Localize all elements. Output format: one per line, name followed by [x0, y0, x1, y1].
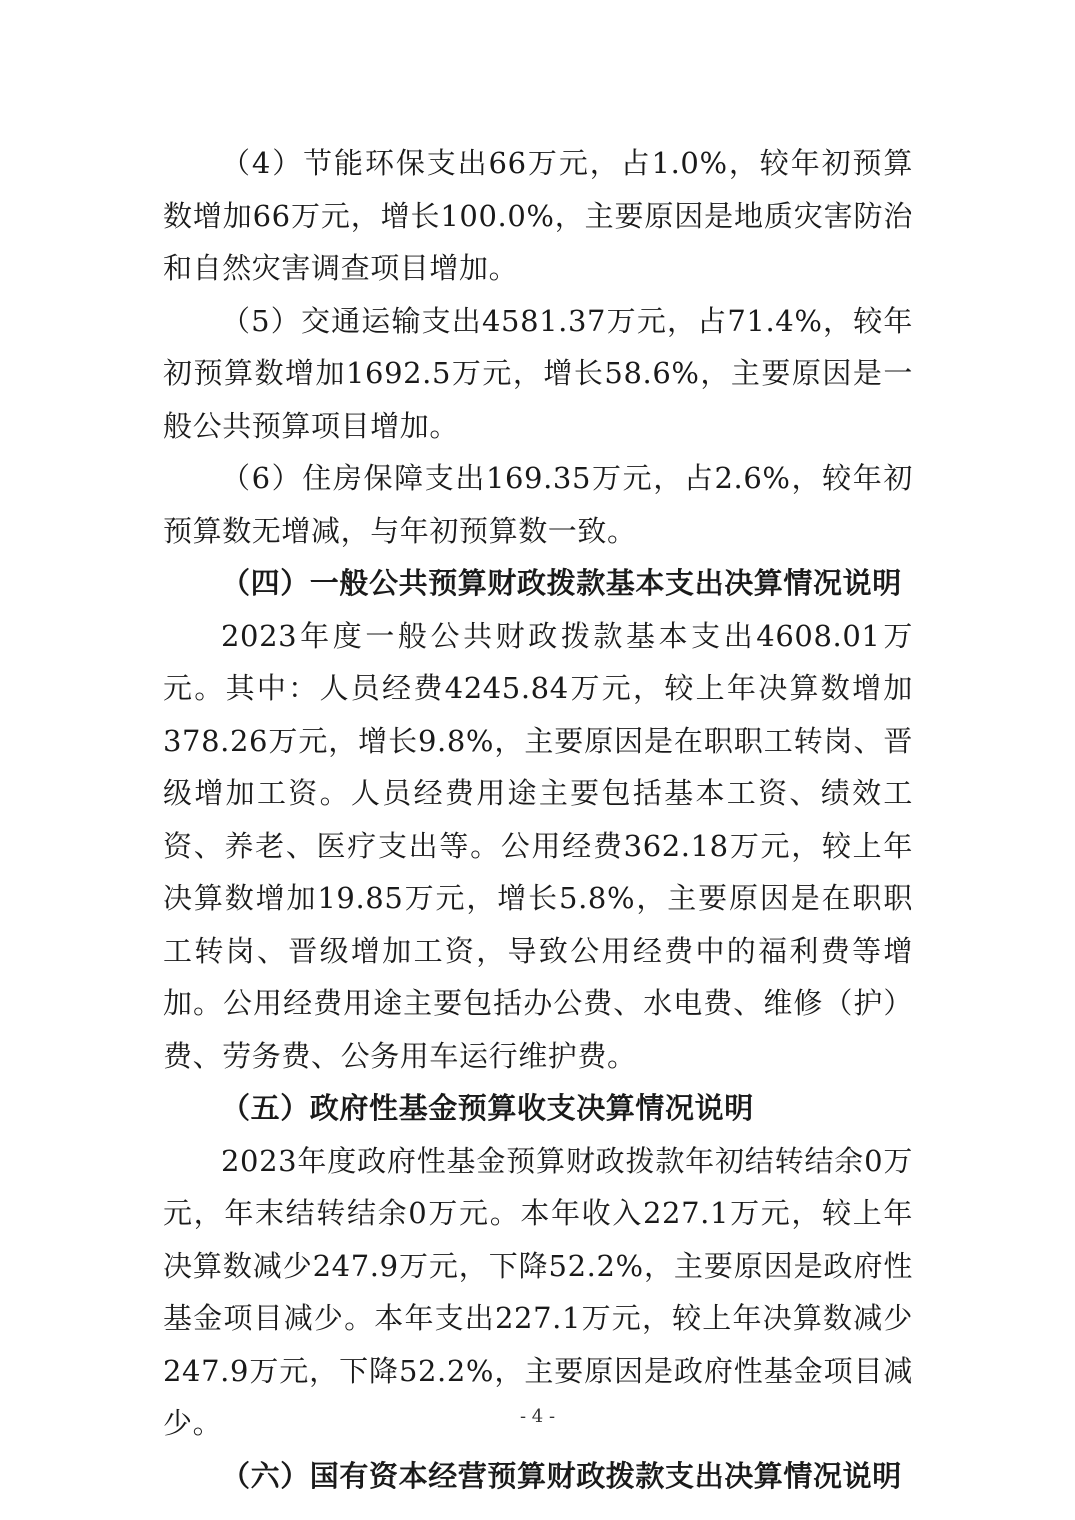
paragraph-energy-environment: （4）节能环保支出66万元，占1.0%，较年初预算数增加66万元，增长100.0%，主要原因是地质灾害防治和自然灾害调查项目增加。: [163, 146, 913, 285]
document-body: [163, 137, 913, 1502]
page-number: - 4 -: [519, 1406, 556, 1427]
paragraph-gov-fund: 2023年度政府性基金预算财政拨款年初结转结余0万元，年末结转结余0万元。本年收入227.1万元，较上年决算数减少247.9万元，下降52.2%，主要原因是政府性基金项目减少。本年支出227.1万元，较上年决算数减少247.9万元，下降52.2%，主要原因是政府性基金项目减少。: [163, 1143, 913, 1440]
paragraph-housing: （6）住房保障支出169.35万元，占2.6%，较年初预算数无增减，与年初预算数一致。: [163, 461, 913, 548]
section-heading-basic-expense: （四）一般公共预算财政拨款基本支出决算情况说明: [221, 566, 902, 600]
paragraph-basic-expense: 2023年度一般公共财政拨款基本支出4608.01万元。其中：人员经费4245.84万元，较上年决算数增加378.26万元，增长9.8%，主要原因是在职职工转岗、晋级增加工资。人员经费用途主要包括基本工资、绩效工资、养老、医疗支出等。公用经费362.18万元，较上年决算数增加19.85万元，增长5.8%，主要原因是在职职工转岗、晋级增加工资，导致公用经费中的福利费等增加。公用经费用途主要包括办公费、水电费、维修（护）费、劳务费、公务用车运行维护费。: [163, 618, 913, 1073]
paragraph-transportation: （5）交通运输支出4581.37万元，占71.4%，较年初预算数增加1692.5万元，增长58.6%，主要原因是一般公共预算项目增加。: [163, 303, 913, 443]
section-heading-gov-fund: （五）政府性基金预算收支决算情况说明: [221, 1091, 754, 1125]
section-heading-state-capital: （六）国有资本经营预算财政拨款支出决算情况说明: [221, 1458, 902, 1493]
